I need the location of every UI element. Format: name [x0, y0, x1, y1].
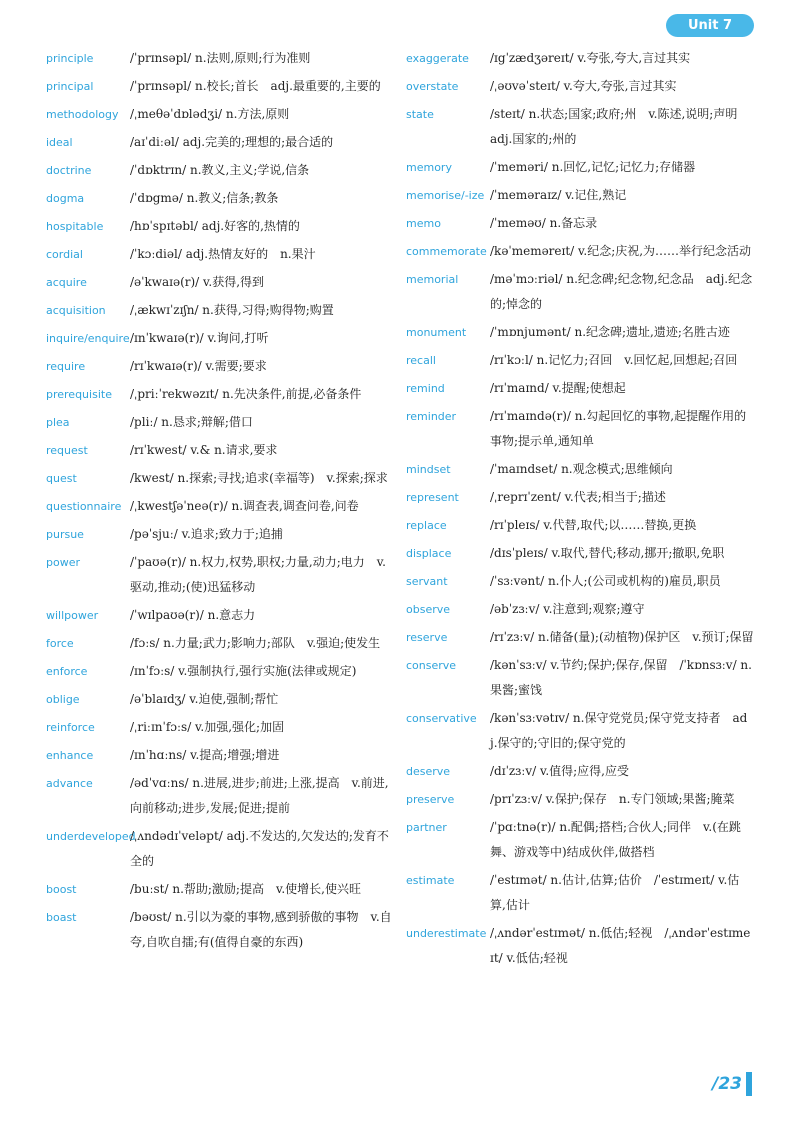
vocab-entry: [406, 485, 754, 510]
vocab-definition: /rɪˈmaɪnd/ v.提醒;使想起: [490, 381, 626, 395]
vocab-entry: [46, 186, 392, 211]
vocab-word: exaggerate: [406, 52, 469, 65]
vocab-word: questionnaire: [46, 500, 122, 513]
vocab-definition: /ˌpriːˈrekwəzɪt/ n.先决条件,前提,必备条件: [130, 387, 362, 401]
vocab-entry: [46, 522, 392, 547]
vocab-word: require: [46, 360, 86, 373]
vocab-word: inquire/enquire: [46, 332, 130, 345]
vocab-definition: /ˈwɪlpaʊə(r)/ n.意志力: [130, 608, 256, 622]
vocab-definition: /prɪˈzɜːv/ v.保护;保存 n.专门领域;果酱;腌菜: [490, 792, 735, 806]
vocab-definition: /ˈdɒktrɪn/ n.教义,主义;学说,信条: [130, 163, 310, 177]
vocab-word: estimate: [406, 874, 455, 887]
vocab-entry: [406, 183, 754, 208]
vocab-entry: [46, 270, 392, 295]
vocab-definition: /ˈprɪnsəpl/ n.法则,原则;行为准则: [130, 51, 311, 65]
vocab-definition: /rɪˈpleɪs/ v.代替,取代;以……替换,更换: [490, 518, 697, 532]
vocab-entry: [406, 815, 754, 865]
vocab-word: dogma: [46, 192, 85, 205]
vocab-entry: [46, 631, 392, 656]
vocab-entry: [46, 242, 392, 267]
vocab-definition: /ˈpaʊə(r)/ n.权力,权势,职权;力量,动力;电力 v.驱动,推动;(使)迅猛移动: [130, 555, 386, 594]
vocab-definition: /ˌmeθəˈdɒlədʒi/ n.方法,原则: [130, 107, 290, 121]
vocab-entry: [46, 410, 392, 435]
vocab-definition: /ˈsɜːvənt/ n.仆人;(公司或机构的)雇员,职员: [490, 574, 721, 588]
vocab-word: commemorate: [406, 245, 487, 258]
vocab-entry: [46, 102, 392, 127]
vocab-word: state: [406, 108, 434, 121]
vocab-definition: /ˌreprɪˈzent/ v.代表;相当于;描述: [490, 490, 666, 504]
vocab-entry: [46, 743, 392, 768]
vocab-word: memo: [406, 217, 441, 230]
vocab-definition: /ˈestɪmət/ n.估计,估算;估价 /ˈestɪmeɪt/ v.估算,估计: [490, 873, 740, 912]
vocab-definition: /ɪnˈhɑːns/ v.提高;增强;增进: [130, 748, 280, 762]
vocab-definition: /kənˈsɜːv/ v.节约;保护;保存,保留 /ˈkɒnsɜːv/ n.果酱;蜜饯: [490, 658, 752, 697]
vocab-entry: [406, 211, 754, 236]
vocab-word: request: [46, 444, 88, 457]
vocab-entry: [406, 541, 754, 566]
vocab-definition: /dɪˈzɜːv/ v.值得;应得,应受: [490, 764, 629, 778]
vocab-entry: [406, 102, 754, 152]
vocab-word: displace: [406, 547, 452, 560]
vocab-entry: [46, 130, 392, 155]
vocab-word: underdeveloped: [46, 830, 136, 843]
vocab-definition: /ədˈvɑːns/ n.进展,进步;前进;上涨,提高 v.前进,向前移动;进步,发展;促进;提前: [130, 776, 389, 815]
vocab-word: hospitable: [46, 220, 104, 233]
vocab-entry: [46, 46, 392, 71]
vocab-word: oblige: [46, 693, 80, 706]
vocab-entry: [406, 320, 754, 345]
vocab-definition: /fɔːs/ n.力量;武力;影响力;部队 v.强迫;使发生: [130, 636, 381, 650]
vocab-word: enhance: [46, 749, 94, 762]
vocab-entry: [46, 326, 392, 351]
vocab-definition: /ˌriːɪnˈfɔːs/ v.加强,强化;加固: [130, 720, 285, 734]
vocab-word: advance: [46, 777, 93, 790]
vocab-entry: [406, 625, 754, 650]
vocab-definition: /ˌʌndərˈestɪmət/ n.低估;轻视 /ˌʌndərˈestɪmeɪt/ v.低估;轻视: [490, 926, 751, 965]
vocab-word: willpower: [46, 609, 99, 622]
unit-label: Unit 7: [666, 14, 754, 37]
left-column: [46, 46, 392, 958]
vocab-word: boast: [46, 911, 77, 924]
vocab-word: mindset: [406, 463, 451, 476]
vocab-word: ideal: [46, 136, 73, 149]
vocab-entry: [406, 404, 754, 454]
vocab-entry: [46, 771, 392, 821]
vocab-definition: /rɪˈkɔːl/ n.记忆力;召回 v.回忆起,回想起;召回: [490, 353, 738, 367]
vocab-definition: /ˈmɒnjumənt/ n.纪念碑;遗址,遗迹;名胜古迹: [490, 325, 730, 339]
vocab-definition: /ˌkwestʃəˈneə(r)/ n.调查表,调查问卷,问卷: [130, 499, 359, 513]
vocab-entry: [46, 298, 392, 323]
vocab-entry: [46, 494, 392, 519]
vocab-entry: [46, 687, 392, 712]
vocab-word: power: [46, 556, 80, 569]
vocab-word: memorise/-ize: [406, 189, 485, 202]
vocab-word: recall: [406, 354, 436, 367]
vocab-definition: /rɪˈmaɪndə(r)/ n.勾起回忆的事物,起提醒作用的事物;提示单,通知单: [490, 409, 747, 448]
vocab-definition: /kənˈsɜːvətɪv/ n.保守党党员;保守党支持者 adj.保守的;守旧的;保守党的: [490, 711, 748, 750]
vocab-definition: /əbˈzɜːv/ v.注意到;观察;遵守: [490, 602, 645, 616]
vocab-definition: /ˌækwɪˈzɪʃn/ n.获得,习得;购得物;购置: [130, 303, 334, 317]
vocab-word: quest: [46, 472, 77, 485]
vocab-word: deserve: [406, 765, 451, 778]
vocab-entry: [46, 354, 392, 379]
vocab-entry: [46, 74, 392, 99]
vocab-word: reminder: [406, 410, 457, 423]
vocab-word: memorial: [406, 273, 459, 286]
vocab-word: pursue: [46, 528, 84, 541]
vocab-definition: /əˈkwaɪə(r)/ v.获得,得到: [130, 275, 265, 289]
vocab-definition: /məˈmɔːriəl/ n.纪念碑;纪念物,纪念品 adj.纪念的;悼念的: [490, 272, 753, 311]
vocab-word: servant: [406, 575, 448, 588]
vocab-word: plea: [46, 416, 70, 429]
vocab-definition: /ɪnˈkwaɪə(r)/ v.询问,打听: [130, 331, 269, 345]
vocab-entry: [406, 457, 754, 482]
vocab-entry: [46, 550, 392, 600]
vocab-definition: /ɪgˈzædʒəreɪt/ v.夸张,夸大,言过其实: [490, 51, 691, 65]
vocab-entry: [406, 513, 754, 538]
vocab-entry: [406, 759, 754, 784]
vocab-entry: [406, 348, 754, 373]
vocab-word: conserve: [406, 659, 457, 672]
vocab-entry: [46, 715, 392, 740]
vocab-entry: [46, 603, 392, 628]
vocab-definition: /bəʊst/ n.引以为豪的事物,感到骄傲的事物 v.自夸,自吹自擂;有(值得自豪的东西): [130, 910, 392, 949]
vocab-word: reinforce: [46, 721, 95, 734]
vocab-definition: /ˈmeməʊ/ n.备忘录: [490, 216, 598, 230]
vocab-entry: [406, 868, 754, 918]
vocab-definition: /rɪˈkwest/ v.& n.请求,要求: [130, 443, 278, 457]
page-number-bar: [746, 1072, 752, 1096]
vocab-definition: /dɪsˈpleɪs/ v.取代,替代;移动,挪开;撤职,免职: [490, 546, 725, 560]
vocab-entry: [406, 267, 754, 317]
vocab-entry: [406, 597, 754, 622]
vocab-entry: [46, 877, 392, 902]
vocab-entry: [46, 158, 392, 183]
vocab-definition: /pliː/ n.恳求;辩解;借口: [130, 415, 253, 429]
vocab-entry: [406, 653, 754, 703]
vocab-word: force: [46, 637, 74, 650]
vocab-entry: [46, 824, 392, 874]
vocab-definition: /ˌʌndədɪˈveləpt/ adj.不发达的,欠发达的;发育不全的: [130, 829, 389, 868]
vocab-word: represent: [406, 491, 459, 504]
vocab-word: prerequisite: [46, 388, 112, 401]
vocab-entry: [46, 905, 392, 955]
right-column: [406, 46, 754, 974]
vocab-definition: /buːst/ n.帮助;激励;提高 v.使增长,使兴旺: [130, 882, 361, 896]
vocab-entry: [406, 706, 754, 756]
vocab-definition: /ɪnˈfɔːs/ v.强制执行,强行实施(法律或规定): [130, 664, 357, 678]
vocab-definition: /ˈkɔːdiəl/ adj.热情友好的 n.果汁: [130, 247, 316, 261]
vocab-entry: [46, 214, 392, 239]
vocab-definition: /ˈmeməraɪz/ v.记住,熟记: [490, 188, 627, 202]
vocab-definition: /steɪt/ n.状态;国家;政府;州 v.陈述,说明;声明 adj.国家的;州的: [490, 107, 750, 146]
vocab-definition: /rɪˈzɜːv/ n.储备(量);(动植物)保护区 v.预订;保留: [490, 630, 754, 644]
vocab-word: principle: [46, 52, 94, 65]
vocab-definition: /rɪˈkwaɪə(r)/ v.需要;要求: [130, 359, 267, 373]
vocab-entry: [406, 74, 754, 99]
vocab-definition: /hɒˈspɪtəbl/ adj.好客的,热情的: [130, 219, 300, 233]
vocab-entry: [406, 787, 754, 812]
vocab-definition: /ˈprɪnsəpl/ n.校长;首长 adj.最重要的,主要的: [130, 79, 381, 93]
vocab-entry: [406, 239, 754, 264]
vocab-entry: [46, 438, 392, 463]
vocab-definition: /ˈpɑːtnə(r)/ n.配偶;搭档;合伙人;同伴 v.(在跳舞、游戏等中)结成伙伴,做搭档: [490, 820, 741, 859]
vocab-word: doctrine: [46, 164, 92, 177]
vocab-entry: [46, 466, 392, 491]
vocab-entry: [46, 659, 392, 684]
vocab-word: conservative: [406, 712, 477, 725]
vocab-definition: /pəˈsjuː/ v.追求;致力于;追捕: [130, 527, 283, 541]
vocab-word: memory: [406, 161, 452, 174]
vocab-entry: [46, 382, 392, 407]
vocab-entry: [406, 155, 754, 180]
vocab-word: partner: [406, 821, 447, 834]
vocab-word: observe: [406, 603, 451, 616]
vocab-definition: /ˈmaɪndset/ n.观念模式;思维倾向: [490, 462, 673, 476]
vocab-word: principal: [46, 80, 94, 93]
vocab-word: monument: [406, 326, 467, 339]
vocab-word: enforce: [46, 665, 88, 678]
vocab-definition: /kwest/ n.探索;寻找;追求(幸福等) v.探索;探求: [130, 471, 388, 485]
vocab-definition: /ˈmeməri/ n.回忆,记忆;记忆力;存储器: [490, 160, 696, 174]
vocab-entry: [406, 569, 754, 594]
page-number: /23: [712, 1074, 742, 1094]
vocab-definition: /əˈblaɪdʒ/ v.迫使,强制;帮忙: [130, 692, 279, 706]
vocab-word: boost: [46, 883, 77, 896]
vocab-word: methodology: [46, 108, 119, 121]
vocab-word: reserve: [406, 631, 448, 644]
vocab-definition: /kəˈmeməreɪt/ v.纪念;庆祝,为……举行纪念活动: [490, 244, 752, 258]
vocab-word: preserve: [406, 793, 455, 806]
vocab-entry: [406, 376, 754, 401]
vocab-word: replace: [406, 519, 447, 532]
vocab-word: underestimate: [406, 927, 487, 940]
vocab-entry: [406, 921, 754, 971]
vocab-word: acquisition: [46, 304, 106, 317]
vocab-word: acquire: [46, 276, 87, 289]
vocab-definition: /ˌəʊvəˈsteɪt/ v.夸大,夸张,言过其实: [490, 79, 677, 93]
vocab-word: remind: [406, 382, 445, 395]
vocab-entry: [406, 46, 754, 71]
vocab-word: overstate: [406, 80, 459, 93]
vocab-definition: /ˈdɒgmə/ n.教义;信条;教条: [130, 191, 279, 205]
vocab-definition: /aɪˈdiːəl/ adj.完美的;理想的;最合适的: [130, 135, 334, 149]
vocab-word: cordial: [46, 248, 83, 261]
